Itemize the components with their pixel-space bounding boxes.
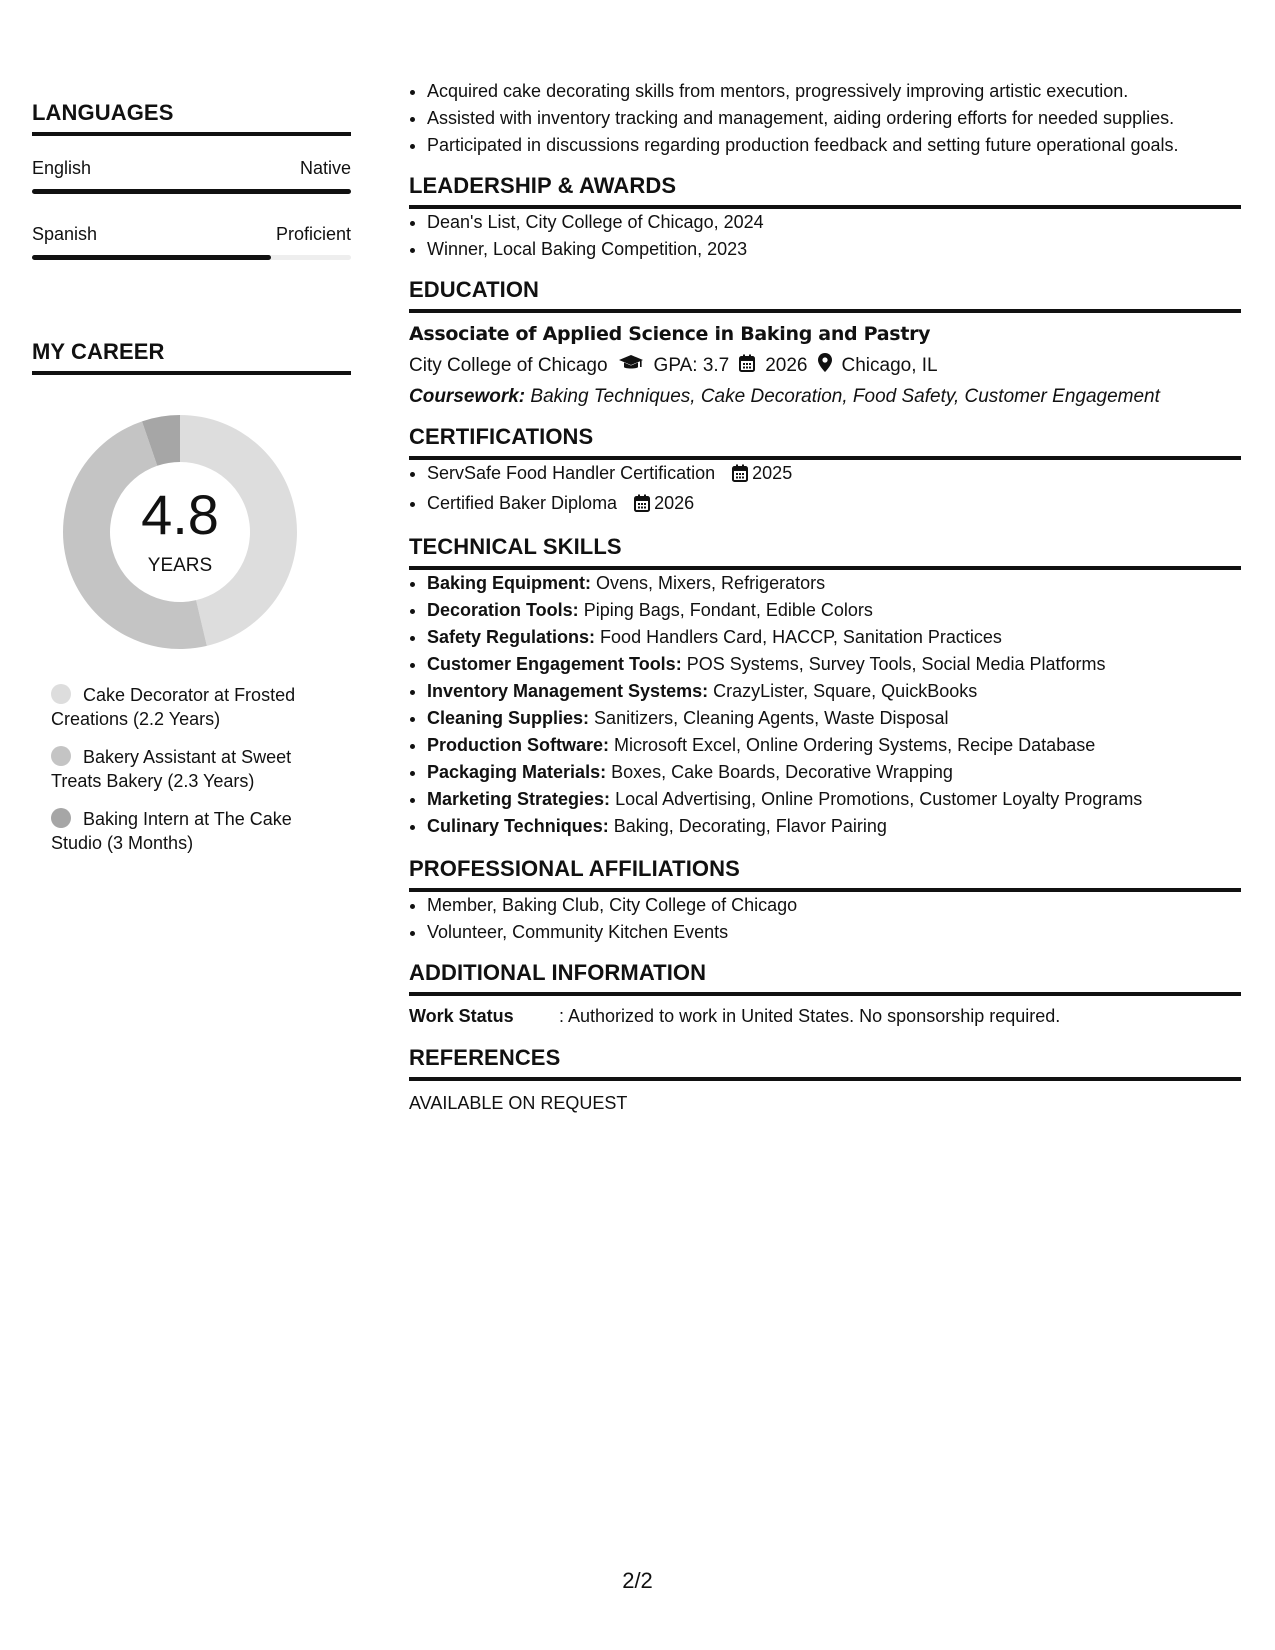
career-total-unit: YEARS	[147, 555, 213, 576]
work-status-value: : Authorized to work in United States. No sponsorship required.	[559, 1006, 1061, 1026]
language-level: Proficient	[275, 224, 351, 244]
affiliation-item: • Volunteer, Community Kitchen Events	[427, 919, 1241, 946]
career-legend-label: Bakery Assistant at Sweet Treats Bakery (2.3 Years)	[51, 747, 292, 791]
coursework	[409, 386, 1241, 408]
skill-label: Safety Regulations:	[427, 627, 596, 647]
work-status-row	[409, 1006, 1241, 1027]
certification-item	[427, 460, 1241, 490]
skill-value: Food Handlers Card, HACCP, Sanitation Practices	[600, 627, 1002, 647]
affiliations-heading: PROFESSIONAL AFFILIATIONS	[409, 856, 1241, 892]
leadership-item: • Dean's List, City College of Chicago, 2024	[427, 209, 1241, 236]
main-content	[409, 0, 1241, 1114]
skill-label: Baking Equipment:	[427, 573, 592, 593]
additional-info-heading: ADDITIONAL INFORMATION	[409, 960, 1241, 996]
gpa: GPA: 3.7	[653, 354, 730, 376]
affiliation-item: • Member, Baking Club, City College of Chicago	[427, 892, 1241, 919]
skill-value: CrazyLister, Square, QuickBooks	[713, 681, 978, 701]
calendar-icon	[634, 493, 650, 520]
experience-continued	[409, 78, 1241, 159]
work-status-label: Work Status	[409, 1006, 514, 1026]
skill-item	[427, 759, 1241, 786]
career-legend	[32, 683, 321, 855]
certifications-heading: CERTIFICATIONS	[409, 424, 1241, 460]
language-level-fill	[32, 189, 351, 194]
career-legend-label: Cake Decorator at Frosted Creations (2.2 Years)	[51, 685, 296, 729]
leadership-section	[409, 173, 1241, 263]
education-heading: EDUCATION	[409, 277, 1241, 313]
graduation-year: 2026	[765, 354, 808, 376]
career-legend-label: Baking Intern at The Cake Studio (3 Months)	[51, 809, 292, 853]
skill-item	[427, 651, 1241, 678]
skill-label: Culinary Techniques:	[427, 816, 609, 836]
skill-item	[427, 597, 1241, 624]
career-legend-item	[51, 745, 321, 793]
school-name: City College of Chicago	[409, 354, 608, 376]
leadership-heading: LEADERSHIP & AWARDS	[409, 173, 1241, 209]
education-section	[409, 277, 1241, 408]
skill-value: Sanitizers, Cleaning Agents, Waste Disposal	[594, 708, 949, 728]
coursework-list: Baking Techniques, Cake Decoration, Food Safety, Customer Engagement	[530, 386, 1160, 407]
skill-value: Ovens, Mixers, Refrigerators	[596, 573, 826, 593]
language-level-fill	[32, 255, 271, 260]
skill-label: Customer Engagement Tools:	[427, 654, 682, 674]
certification-year: 2025	[752, 463, 793, 483]
experience-bullet: • Acquired cake decorating skills from mentors, progressively improving artistic execution.	[427, 78, 1241, 105]
skill-label: Marketing Strategies:	[427, 789, 611, 809]
references-text: AVAILABLE ON REQUEST	[409, 1093, 628, 1113]
career-legend-item	[51, 683, 321, 731]
coursework-label: Coursework:	[409, 386, 526, 407]
calendar-icon	[739, 354, 755, 378]
map-pin-icon	[818, 353, 832, 378]
experience-bullet: • Participated in discussions regarding production feedback and setting future operational goals.	[427, 132, 1241, 159]
skill-item	[427, 678, 1241, 705]
education-location: Chicago, IL	[841, 354, 938, 376]
language-item	[32, 224, 351, 260]
experience-bullet: • Assisted with inventory tracking and management, aiding ordering efforts for needed supplies.	[427, 105, 1241, 132]
degree-title: Associate of Applied Science in Baking and Pastry	[409, 323, 931, 345]
technical-skills-section	[409, 534, 1241, 840]
certification-item	[427, 490, 1241, 520]
education-meta	[409, 353, 1241, 378]
skill-item	[427, 813, 1241, 840]
language-name: Spanish	[32, 224, 98, 244]
skill-value: Baking, Decorating, Flavor Pairing	[613, 816, 887, 836]
certifications-section	[409, 424, 1241, 520]
affiliations-section	[409, 856, 1241, 946]
legend-dot-icon	[51, 746, 71, 766]
skill-value: Boxes, Cake Boards, Decorative Wrapping	[611, 762, 953, 782]
skill-value: POS Systems, Survey Tools, Social Media Platforms	[686, 654, 1106, 674]
additional-info-section	[409, 960, 1241, 1027]
skill-item	[427, 732, 1241, 759]
skill-value: Piping Bags, Fondant, Edible Colors	[583, 600, 873, 620]
career-total-years: 4.8	[141, 483, 219, 546]
career-section	[32, 339, 351, 869]
legend-dot-icon	[51, 684, 71, 704]
page-number: 2/2	[622, 1568, 653, 1593]
certification-name: Certified Baker Diploma	[427, 493, 618, 513]
certification-year: 2026	[654, 493, 695, 513]
skill-label: Decoration Tools:	[427, 600, 579, 620]
certification-name: ServSafe Food Handler Certification	[427, 463, 716, 483]
career-heading: MY CAREER	[32, 339, 351, 375]
languages-heading: LANGUAGES	[32, 100, 351, 136]
technical-skills-heading: TECHNICAL SKILLS	[409, 534, 1241, 570]
skill-item	[427, 786, 1241, 813]
language-level-bar	[32, 189, 351, 194]
skills-list	[409, 570, 1241, 840]
graduation-cap-icon	[618, 354, 644, 378]
skill-label: Cleaning Supplies:	[427, 708, 590, 728]
language-level: Native	[299, 158, 351, 178]
references-heading: REFERENCES	[409, 1045, 1241, 1081]
skill-label: Packaging Materials:	[427, 762, 607, 782]
legend-dot-icon	[51, 808, 71, 828]
career-donut-chart	[57, 409, 303, 655]
skill-item	[427, 570, 1241, 597]
skill-value: Local Advertising, Online Promotions, Customer Loyalty Programs	[615, 789, 1143, 809]
language-item	[32, 158, 351, 194]
calendar-icon	[732, 463, 748, 490]
skill-value: Microsoft Excel, Online Ordering Systems, Recipe Database	[614, 735, 1096, 755]
skill-item	[427, 705, 1241, 732]
language-name: English	[32, 158, 92, 178]
references-section	[409, 1045, 1241, 1114]
languages-section	[32, 100, 351, 260]
skill-label: Inventory Management Systems:	[427, 681, 709, 701]
skill-label: Production Software:	[427, 735, 610, 755]
leadership-item: • Winner, Local Baking Competition, 2023	[427, 236, 1241, 263]
career-legend-item	[51, 807, 321, 855]
skill-item	[427, 624, 1241, 651]
language-level-bar	[32, 255, 351, 260]
